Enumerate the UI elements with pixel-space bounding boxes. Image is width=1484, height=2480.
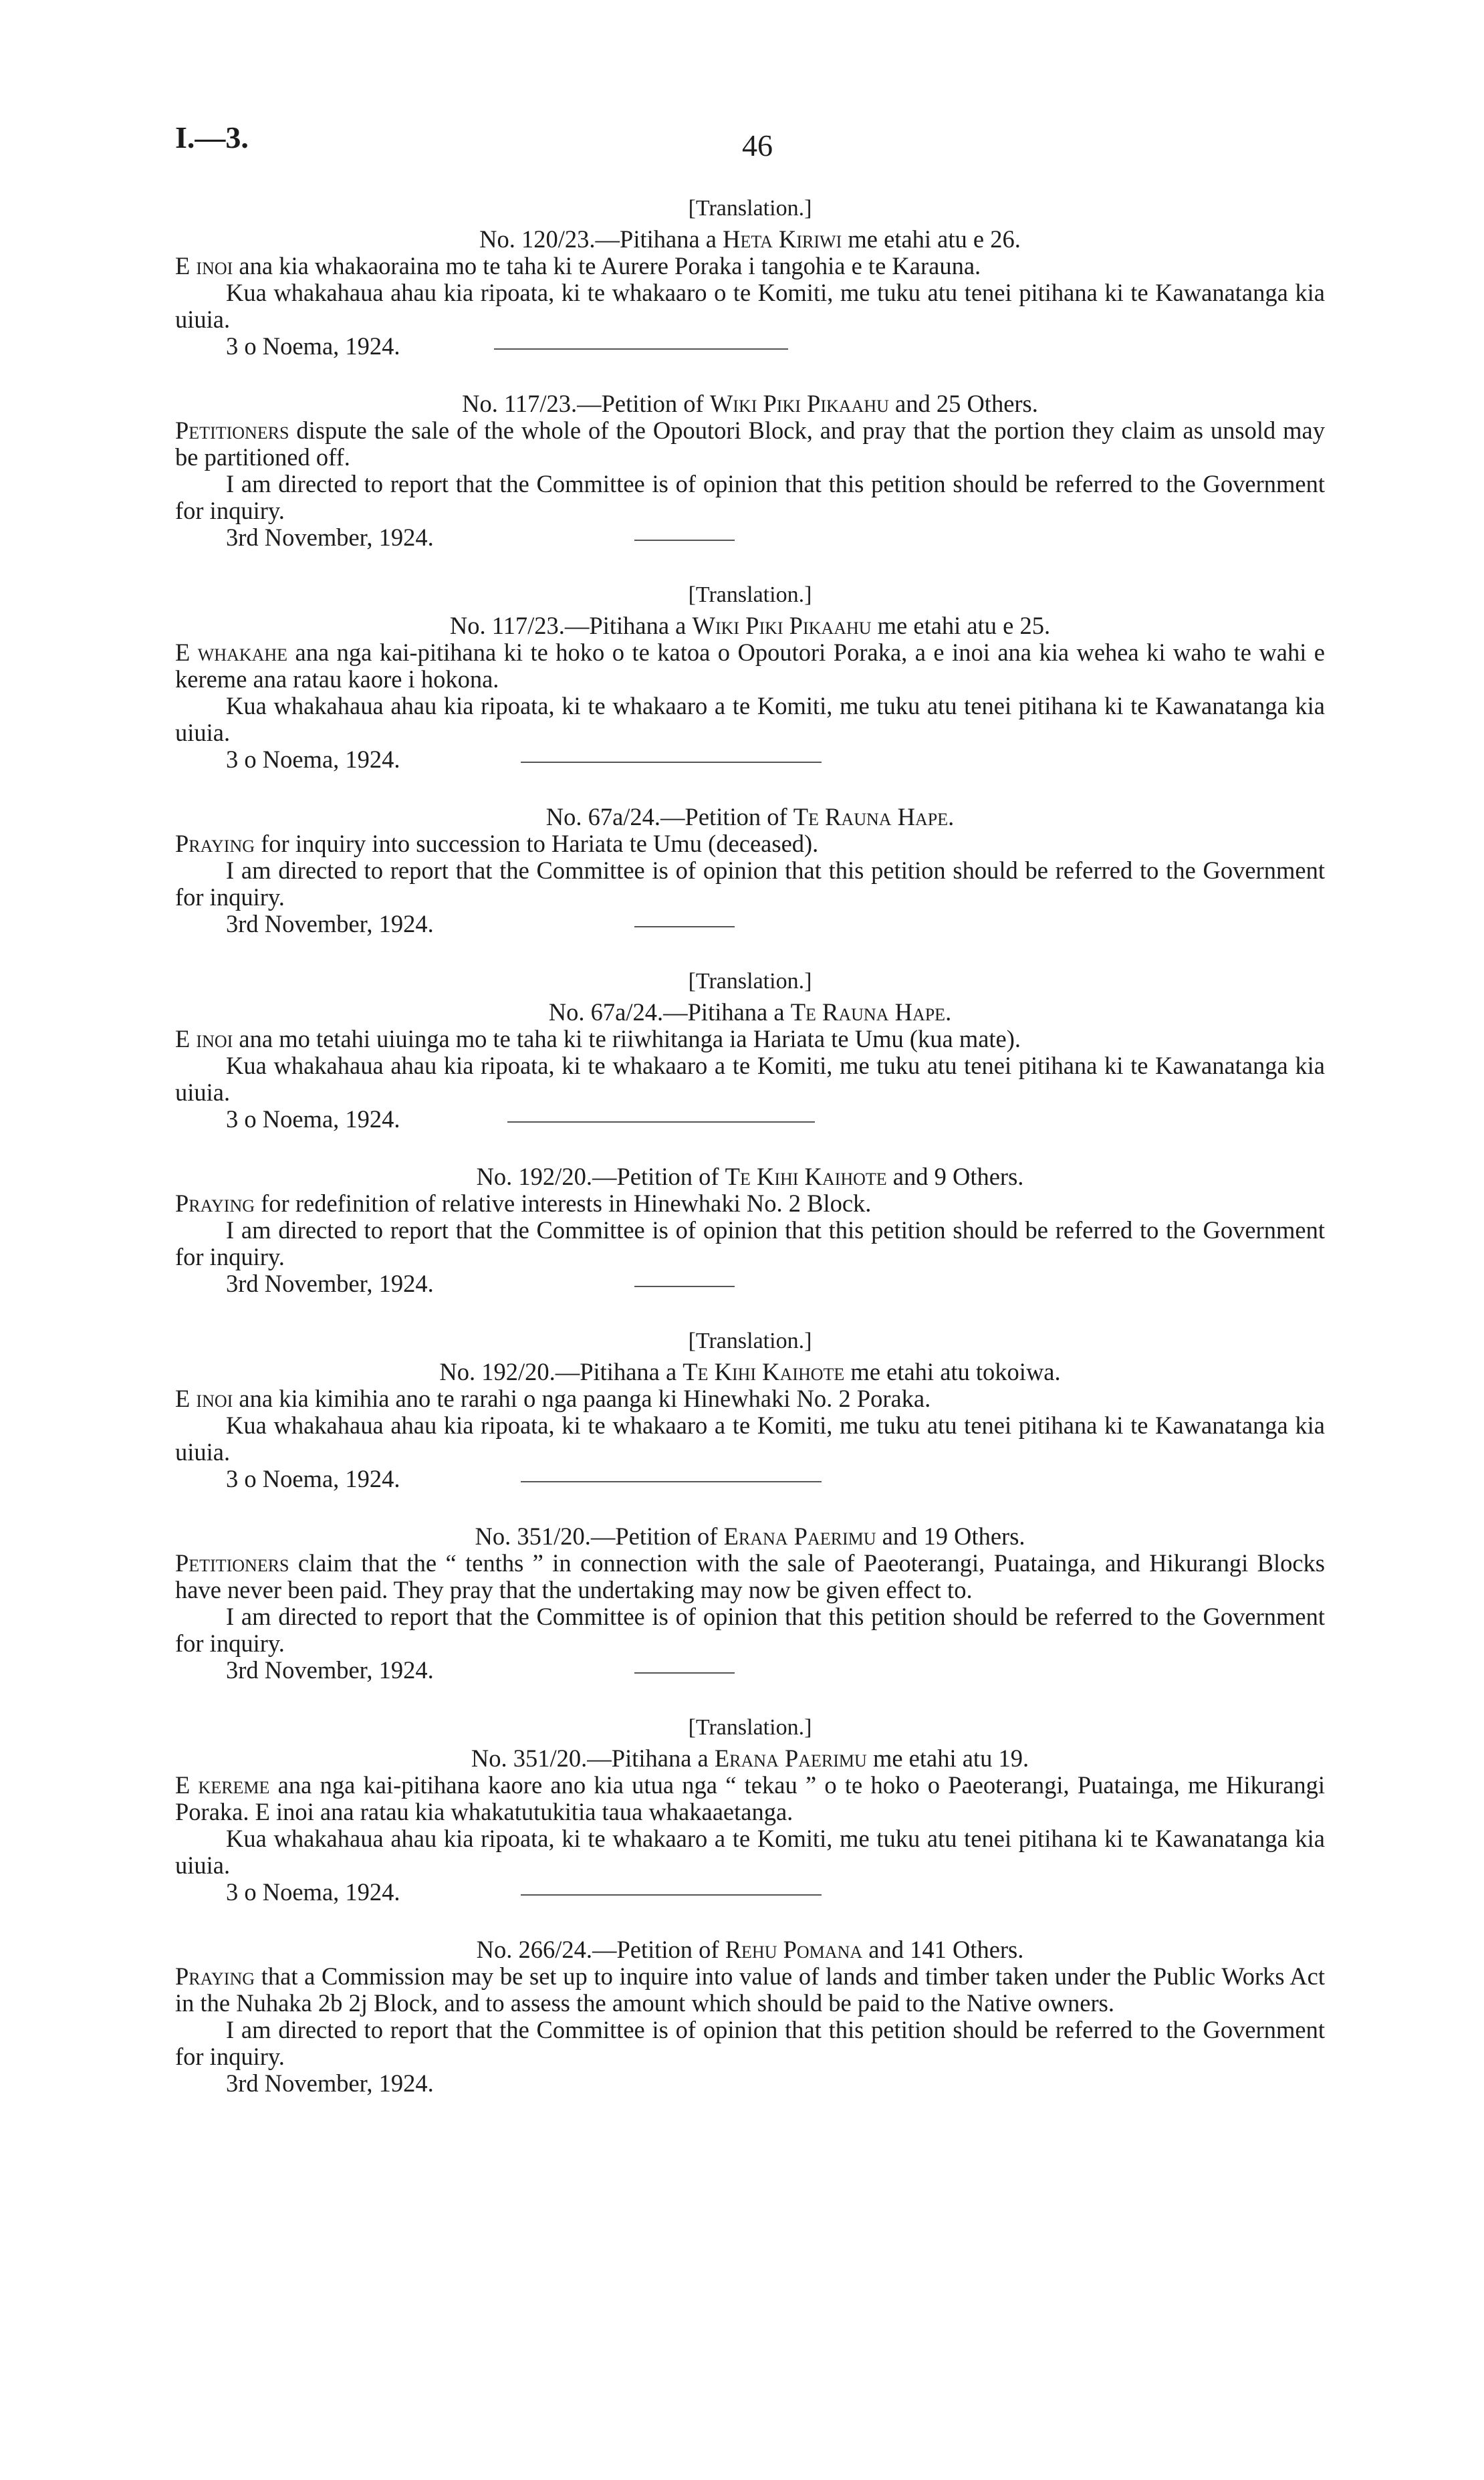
lead-word: Praying [175,1962,255,1990]
committee-directive: I am directed to report that the Committee is of opinion that this petition should be referred to the Government for inquiry. [175,470,1325,524]
date-line [175,1270,1325,1297]
separator-rule [521,1481,822,1482]
petition-summary: E inoi ana kia kimihia ano te rarahi o nga paanga ki Hinewhaki No. 2 Poraka. [175,1385,931,1412]
petition-title: No. 351/20.—Petition of Erana Paerimu and 19 Others. [475,1523,1025,1550]
lead-word: E inoi [175,1385,233,1412]
date-line [175,333,1325,360]
lead-word: Petitioners [175,417,289,444]
lead-word: Petitioners [175,1549,289,1577]
petitioner-name: Te Kihi Kaihote [683,1358,845,1385]
date-line [175,2070,1325,2097]
petition-summary: Praying that a Commission may be set up to inquire into value of lands and timber taken under the Public Works Act in the Nuhaka 2b 2j Block, and to assess the amount which should be paid to the Native owners. [175,1962,1325,2017]
report-date: 3rd November, 1924. [226,524,434,551]
lead-word: E whakahe [175,639,288,666]
petition-summary: E kereme ana nga kai-pitihana kaore ano kia utua nga “ tekau ” o te hoko o Paeoterangi, Puatainga, me Hikurangi Poraka. E inoi ana ratau kia whakatutukitia taua whakaaetanga. [175,1771,1326,1825]
petition-title: No. 67a/24.—Petition of Te Rauna Hape. [545,803,955,830]
petition-entry [175,804,1325,937]
petition-title: No. 192/20.—Pitihana a Te Kihi Kaihote me etahi atu tokoiwa. [439,1358,1061,1385]
report-date: 3 o Noema, 1924. [226,746,400,773]
lead-word: E inoi [175,252,233,279]
petitioner-name: Heta Kiriwi [723,225,842,253]
petitioner-name: Wiki Piki Pikaahu [692,612,872,639]
petition-entry [175,390,1325,551]
petition-title: No. 266/24.—Petition of Rehu Pomana and 141 Others. [476,1936,1024,1963]
translation-label: [Translation.] [688,1329,812,1353]
petition-summary: E inoi ana kia whakaoraina mo te taha ki te Aurere Poraka i tangohia e te Karauna. [175,252,981,279]
petitioner-name: Te Kihi Kaihote [725,1163,887,1190]
petitioner-name: Rehu Pomana [725,1936,863,1963]
petition-summary: Praying for inquiry into succession to Hariata te Umu (deceased). [175,830,819,857]
petition-entry [175,968,1325,1133]
petition-title: No. 67a/24.—Pitihana a Te Rauna Hape. [548,998,952,1026]
petition-title: No. 192/20.—Petition of Te Kihi Kaihote and 9 Others. [476,1163,1024,1190]
petition-entry [175,1714,1325,1906]
separator-rule [507,1121,815,1123]
report-date: 3 o Noema, 1924. [226,1465,400,1492]
date-line [175,1879,1325,1906]
petition-title: No. 117/23.—Pitihana a Wiki Piki Pikaahu me etahi atu e 25. [449,612,1051,639]
committee-directive: Kua whakahaua ahau kia ripoata, ki te whakaaro a te Komiti, me tuku atu tenei pitihana ki te Kawanatanga kia uiuia. [175,692,1325,746]
date-line [175,1106,1325,1133]
petition-summary: Petitioners claim that the “ tenths ” in connection with the sale of Paeoterangi, Puatainga, and Hikurangi Blocks have never been paid. They pray that the undertaking may now be given effect to. [175,1549,1325,1603]
lead-word: E inoi [175,1025,233,1052]
report-date: 3rd November, 1924. [226,910,434,937]
separator-rule [634,1672,735,1674]
petition-entry [175,1163,1325,1297]
petitioner-name: Wiki Piki Pikaahu [709,390,889,417]
separator-rule [494,348,788,350]
translation-label: [Translation.] [688,969,812,994]
date-line [175,1657,1325,1684]
date-line [175,524,1325,551]
date-line [175,1466,1325,1492]
petitioner-name: Erana Paerimu [723,1523,876,1550]
petition-summary: E whakahe ana nga kai-pitihana ki te hoko o te katoa o Opoutori Poraka, a e inoi ana kia wehea ki waho te wahi e kereme ana ratau kaore i hokona. [175,639,1325,693]
petition-entry [175,1328,1325,1492]
report-date: 3rd November, 1924. [226,1270,434,1297]
lead-word: Praying [175,830,255,857]
committee-directive: I am directed to report that the Committee is of opinion that this petition should be referred to the Government for inquiry. [175,1216,1325,1270]
date-line [175,911,1325,937]
date-line [175,746,1325,773]
page-number: 46 [742,128,773,162]
petition-title: No. 120/23.—Pitihana a Heta Kiriwi me etahi atu e 26. [479,225,1021,253]
petitioner-name: Erana Paerimu [714,1744,867,1772]
translation-label: [Translation.] [688,196,812,221]
committee-directive: Kua whakahaua ahau kia ripoata, ki te whakaaro a te Komiti, me tuku atu tenei pitihana ki te Kawanatanga kia uiuia. [175,1052,1325,1106]
petition-summary: E inoi ana mo tetahi uiuinga mo te taha ki te riiwhitanga ia Hariata te Umu (kua mate). [175,1025,1021,1052]
petition-entry [175,1523,1325,1684]
committee-directive: I am directed to report that the Committee is of opinion that this petition should be referred to the Government for inquiry. [175,2016,1325,2070]
petitioner-name: Te Rauna Hape [793,803,949,830]
lead-word: Praying [175,1190,255,1217]
translation-label: [Translation.] [688,1715,812,1740]
report-date: 3rd November, 1924. [226,1656,434,1684]
separator-rule [634,540,735,541]
petition-entry [175,195,1325,360]
separator-rule [521,1894,822,1896]
petitioner-name: Te Rauna Hape [790,998,946,1026]
petition-summary: Praying for redefinition of relative interests in Hinewhaki No. 2 Block. [175,1190,872,1217]
report-date: 3 o Noema, 1924. [226,1105,400,1133]
separator-rule [634,1286,735,1287]
petition-summary: Petitioners dispute the sale of the whole of the Opoutori Block, and pray that the portion they claim as unsold may be partitioned off. [175,417,1325,471]
document-reference: I.—3. [175,120,249,154]
committee-directive: Kua whakahaua ahau kia ripoata, ki te whakaaro o te Komiti, me tuku atu tenei pitihana ki te Kawanatanga kia uiuia. [175,279,1325,333]
committee-directive: I am directed to report that the Committee is of opinion that this petition should be referred to the Government for inquiry. [175,857,1325,911]
petition-entry [175,582,1325,773]
petition-title: No. 351/20.—Pitihana a Erana Paerimu me etahi atu 19. [471,1744,1029,1772]
report-date: 3 o Noema, 1924. [226,1878,400,1906]
committee-directive: I am directed to report that the Committee is of opinion that this petition should be referred to the Government for inquiry. [175,1603,1325,1657]
petition-entry [175,1936,1325,2097]
committee-directive: Kua whakahaua ahau kia ripoata, ki te whakaaro a te Komiti, me tuku atu tenei pitihana ki te Kawanatanga kia uiuia. [175,1825,1325,1879]
separator-rule [634,926,735,927]
translation-label: [Translation.] [688,582,812,607]
report-date: 3rd November, 1924. [226,2069,434,2097]
document-body [175,195,1325,2097]
committee-directive: Kua whakahaua ahau kia ripoata, ki te whakaaro a te Komiti, me tuku atu tenei pitihana ki te Kawanatanga kia uiuia. [175,1412,1325,1466]
lead-word: E kereme [175,1771,270,1799]
petition-title: No. 117/23.—Petition of Wiki Piki Pikaahu and 25 Others. [462,390,1038,417]
separator-rule [521,762,822,763]
report-date: 3 o Noema, 1924. [226,332,400,360]
